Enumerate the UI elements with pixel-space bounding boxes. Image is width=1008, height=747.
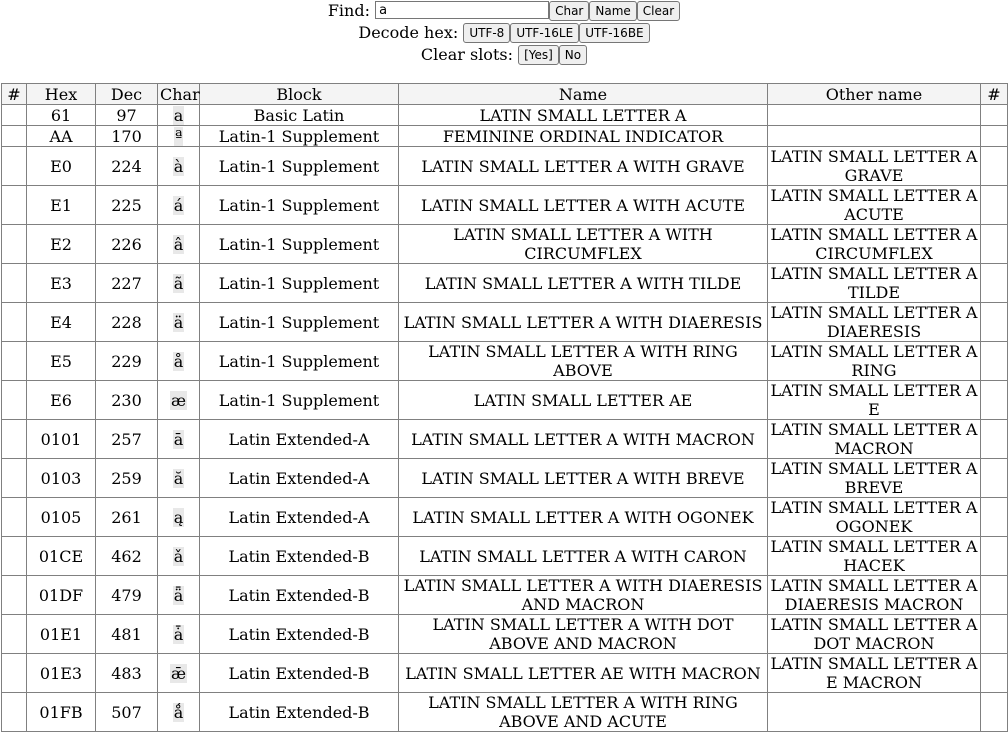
table-row [2, 381, 1008, 420]
char-cell[interactable] [158, 693, 200, 732]
table-row [2, 693, 1008, 732]
hex-cell: 01E1 [27, 615, 96, 654]
slot-right-cell[interactable] [981, 264, 1008, 303]
block-cell: Latin Extended-B [200, 537, 399, 576]
dec-cell: 97 [96, 105, 158, 126]
table-row [2, 186, 1008, 225]
char-cell[interactable] [158, 147, 200, 186]
name-cell: FEMININE ORDINAL INDICATOR [399, 126, 768, 147]
dec-cell: 507 [96, 693, 158, 732]
other-name-cell: LATIN SMALL LETTER A ACUTE [768, 186, 981, 225]
slot-left-cell[interactable] [2, 147, 27, 186]
hex-cell: 61 [27, 105, 96, 126]
block-cell: Latin-1 Supplement [200, 264, 399, 303]
slot-left-cell[interactable] [2, 105, 27, 126]
other-name-cell: LATIN SMALL LETTER A CIRCUMFLEX [768, 225, 981, 264]
table-header-row [2, 84, 1008, 105]
slot-right-cell[interactable] [981, 381, 1008, 420]
slot-right-cell[interactable] [981, 303, 1008, 342]
name-cell: LATIN SMALL LETTER A WITH BREVE [399, 459, 768, 498]
dec-cell: 261 [96, 498, 158, 537]
hex-cell: 0105 [27, 498, 96, 537]
hex-cell: 0101 [27, 420, 96, 459]
name-cell: LATIN SMALL LETTER A WITH DOT ABOVE AND MACRON [399, 615, 768, 654]
hex-cell: 0103 [27, 459, 96, 498]
controls-panel [0, 0, 1008, 66]
hex-cell: AA [27, 126, 96, 147]
characters-table [1, 83, 1008, 732]
other-name-cell: LATIN SMALL LETTER A BREVE [768, 459, 981, 498]
hex-cell: 01FB [27, 693, 96, 732]
clear-slots-label: Clear slots: [420, 45, 513, 64]
header-name[interactable]: Name [399, 84, 768, 105]
block-cell: Latin-1 Supplement [200, 381, 399, 420]
slot-right-cell[interactable] [981, 186, 1008, 225]
slot-left-cell[interactable] [2, 303, 27, 342]
char-glyph: ä [173, 312, 184, 332]
name-cell: LATIN SMALL LETTER A WITH RING ABOVE [399, 342, 768, 381]
name-button[interactable]: Name [589, 1, 636, 21]
char-cell[interactable] [158, 459, 200, 498]
slot-right-cell[interactable] [981, 498, 1008, 537]
clear-slots-row [0, 44, 1008, 66]
dec-cell: 224 [96, 147, 158, 186]
hex-cell: E5 [27, 342, 96, 381]
slot-right-cell[interactable] [981, 420, 1008, 459]
other-name-cell [768, 105, 981, 126]
slot-right-cell[interactable] [981, 576, 1008, 615]
other-name-cell: LATIN SMALL LETTER A OGONEK [768, 498, 981, 537]
char-cell[interactable] [158, 126, 200, 147]
slot-left-cell[interactable] [2, 225, 27, 264]
slot-left-cell[interactable] [2, 420, 27, 459]
char-cell[interactable] [158, 186, 200, 225]
dec-cell: 228 [96, 303, 158, 342]
slot-left-cell[interactable] [2, 459, 27, 498]
char-glyph: â [173, 234, 184, 254]
hex-cell: E3 [27, 264, 96, 303]
table-row [2, 537, 1008, 576]
block-cell: Latin-1 Supplement [200, 186, 399, 225]
name-cell: LATIN SMALL LETTER A WITH CIRCUMFLEX [399, 225, 768, 264]
table-row [2, 225, 1008, 264]
other-name-cell [768, 126, 981, 147]
hex-cell: E0 [27, 147, 96, 186]
header-other-name[interactable]: Other name [768, 84, 981, 105]
dec-cell: 259 [96, 459, 158, 498]
block-cell: Latin-1 Supplement [200, 303, 399, 342]
block-cell: Latin Extended-A [200, 420, 399, 459]
dec-cell: 230 [96, 381, 158, 420]
slot-left-cell[interactable] [2, 342, 27, 381]
slot-left-cell[interactable] [2, 381, 27, 420]
slot-left-cell[interactable] [2, 576, 27, 615]
slot-right-cell[interactable] [981, 105, 1008, 126]
slot-right-cell[interactable] [981, 615, 1008, 654]
other-name-cell: LATIN SMALL LETTER A RING [768, 342, 981, 381]
other-name-cell [768, 693, 981, 732]
block-cell: Latin Extended-A [200, 459, 399, 498]
dec-cell: 462 [96, 537, 158, 576]
slot-right-cell[interactable] [981, 693, 1008, 732]
hex-cell: 01CE [27, 537, 96, 576]
slot-left-cell[interactable] [2, 186, 27, 225]
char-glyph: ǟ [173, 585, 184, 605]
hex-cell: 01DF [27, 576, 96, 615]
char-cell[interactable] [158, 654, 200, 693]
char-glyph: ǻ [173, 702, 184, 722]
other-name-cell: LATIN SMALL LETTER A MACRON [768, 420, 981, 459]
other-name-cell: LATIN SMALL LETTER A DOT MACRON [768, 615, 981, 654]
table-row [2, 459, 1008, 498]
utf16le-button[interactable]: UTF-16LE [510, 23, 579, 43]
block-cell: Basic Latin [200, 105, 399, 126]
table-row [2, 126, 1008, 147]
char-cell[interactable] [158, 615, 200, 654]
name-cell: LATIN SMALL LETTER A WITH RING ABOVE AND ACUTE [399, 693, 768, 732]
table-row [2, 576, 1008, 615]
name-cell: LATIN SMALL LETTER A WITH MACRON [399, 420, 768, 459]
table-body [2, 105, 1008, 732]
find-row [0, 0, 1008, 22]
header-block[interactable]: Block [200, 84, 399, 105]
table-row [2, 654, 1008, 693]
dec-cell: 479 [96, 576, 158, 615]
other-name-cell: LATIN SMALL LETTER A TILDE [768, 264, 981, 303]
find-input[interactable] [375, 1, 549, 19]
char-glyph: ǣ [170, 663, 187, 683]
find-label: Find: [327, 1, 370, 20]
slot-left-cell[interactable] [2, 126, 27, 147]
slot-left-cell[interactable] [2, 537, 27, 576]
char-glyph: ą [173, 507, 184, 527]
block-cell: Latin Extended-B [200, 693, 399, 732]
char-cell[interactable] [158, 537, 200, 576]
name-cell: LATIN SMALL LETTER AE WITH MACRON [399, 654, 768, 693]
table-row [2, 105, 1008, 126]
name-cell: LATIN SMALL LETTER A [399, 105, 768, 126]
header-hex[interactable]: Hex [27, 84, 96, 105]
header-dec[interactable]: Dec [96, 84, 158, 105]
char-glyph: ª [174, 126, 183, 146]
char-glyph: à [173, 156, 184, 176]
block-cell: Latin Extended-B [200, 615, 399, 654]
table-row [2, 147, 1008, 186]
char-glyph: ā [173, 429, 184, 449]
name-cell: LATIN SMALL LETTER A WITH GRAVE [399, 147, 768, 186]
char-cell[interactable] [158, 576, 200, 615]
block-cell: Latin-1 Supplement [200, 126, 399, 147]
name-cell: LATIN SMALL LETTER A WITH DIAERESIS [399, 303, 768, 342]
slot-left-cell[interactable] [2, 615, 27, 654]
clear-slots-no-button[interactable]: No [559, 45, 587, 65]
header-char[interactable]: Char [158, 84, 200, 105]
table-row [2, 342, 1008, 381]
char-glyph: ă [173, 468, 184, 488]
other-name-cell: LATIN SMALL LETTER A GRAVE [768, 147, 981, 186]
hex-cell: E2 [27, 225, 96, 264]
slot-left-cell[interactable] [2, 264, 27, 303]
char-glyph: å [173, 351, 184, 371]
slot-left-cell[interactable] [2, 693, 27, 732]
other-name-cell: LATIN SMALL LETTER A DIAERESIS [768, 303, 981, 342]
slot-right-cell[interactable] [981, 459, 1008, 498]
hex-cell: 01E3 [27, 654, 96, 693]
utf8-button[interactable]: UTF-8 [463, 23, 510, 43]
table-row [2, 420, 1008, 459]
char-cell[interactable] [158, 105, 200, 126]
other-name-cell: LATIN SMALL LETTER A HACEK [768, 537, 981, 576]
slot-right-cell[interactable] [981, 225, 1008, 264]
char-cell[interactable] [158, 225, 200, 264]
name-cell: LATIN SMALL LETTER A WITH OGONEK [399, 498, 768, 537]
char-glyph: ã [173, 273, 184, 293]
hex-cell: E4 [27, 303, 96, 342]
dec-cell: 225 [96, 186, 158, 225]
clear-button[interactable]: Clear [637, 1, 680, 21]
hex-cell: E1 [27, 186, 96, 225]
name-cell: LATIN SMALL LETTER A WITH ACUTE [399, 186, 768, 225]
block-cell: Latin-1 Supplement [200, 342, 399, 381]
block-cell: Latin Extended-B [200, 654, 399, 693]
char-cell[interactable] [158, 303, 200, 342]
char-cell[interactable] [158, 420, 200, 459]
block-cell: Latin-1 Supplement [200, 147, 399, 186]
header-index[interactable]: # [2, 84, 27, 105]
char-cell[interactable] [158, 498, 200, 537]
dec-cell: 257 [96, 420, 158, 459]
table-row [2, 264, 1008, 303]
slot-right-cell[interactable] [981, 537, 1008, 576]
slot-left-cell[interactable] [2, 654, 27, 693]
slot-right-cell[interactable] [981, 147, 1008, 186]
slot-right-cell[interactable] [981, 342, 1008, 381]
name-cell: LATIN SMALL LETTER A WITH TILDE [399, 264, 768, 303]
block-cell: Latin Extended-B [200, 576, 399, 615]
char-button[interactable]: Char [549, 1, 589, 21]
dec-cell: 226 [96, 225, 158, 264]
decode-row [0, 22, 1008, 44]
other-name-cell: LATIN SMALL LETTER A DIAERESIS MACRON [768, 576, 981, 615]
dec-cell: 483 [96, 654, 158, 693]
dec-cell: 227 [96, 264, 158, 303]
hex-cell: E6 [27, 381, 96, 420]
table-row [2, 498, 1008, 537]
decode-label: Decode hex: [358, 23, 459, 42]
table-row [2, 615, 1008, 654]
name-cell: LATIN SMALL LETTER AE [399, 381, 768, 420]
char-glyph: á [173, 195, 184, 215]
slot-right-cell[interactable] [981, 126, 1008, 147]
slot-right-cell[interactable] [981, 654, 1008, 693]
slot-left-cell[interactable] [2, 498, 27, 537]
char-cell[interactable] [158, 381, 200, 420]
header-index-right[interactable]: # [981, 84, 1008, 105]
char-glyph: ǡ [173, 624, 184, 644]
dec-cell: 481 [96, 615, 158, 654]
block-cell: Latin Extended-A [200, 498, 399, 537]
char-cell[interactable] [158, 342, 200, 381]
clear-slots-yes-button[interactable]: [Yes] [518, 45, 559, 65]
utf16be-button[interactable]: UTF-16BE [579, 23, 649, 43]
dec-cell: 170 [96, 126, 158, 147]
char-glyph: a [173, 105, 184, 125]
name-cell: LATIN SMALL LETTER A WITH DIAERESIS AND MACRON [399, 576, 768, 615]
other-name-cell: LATIN SMALL LETTER A E MACRON [768, 654, 981, 693]
name-cell: LATIN SMALL LETTER A WITH CARON [399, 537, 768, 576]
char-cell[interactable] [158, 264, 200, 303]
char-glyph: æ [170, 390, 187, 410]
char-glyph: ǎ [173, 546, 184, 566]
dec-cell: 229 [96, 342, 158, 381]
other-name-cell: LATIN SMALL LETTER A E [768, 381, 981, 420]
table-row [2, 303, 1008, 342]
block-cell: Latin-1 Supplement [200, 225, 399, 264]
